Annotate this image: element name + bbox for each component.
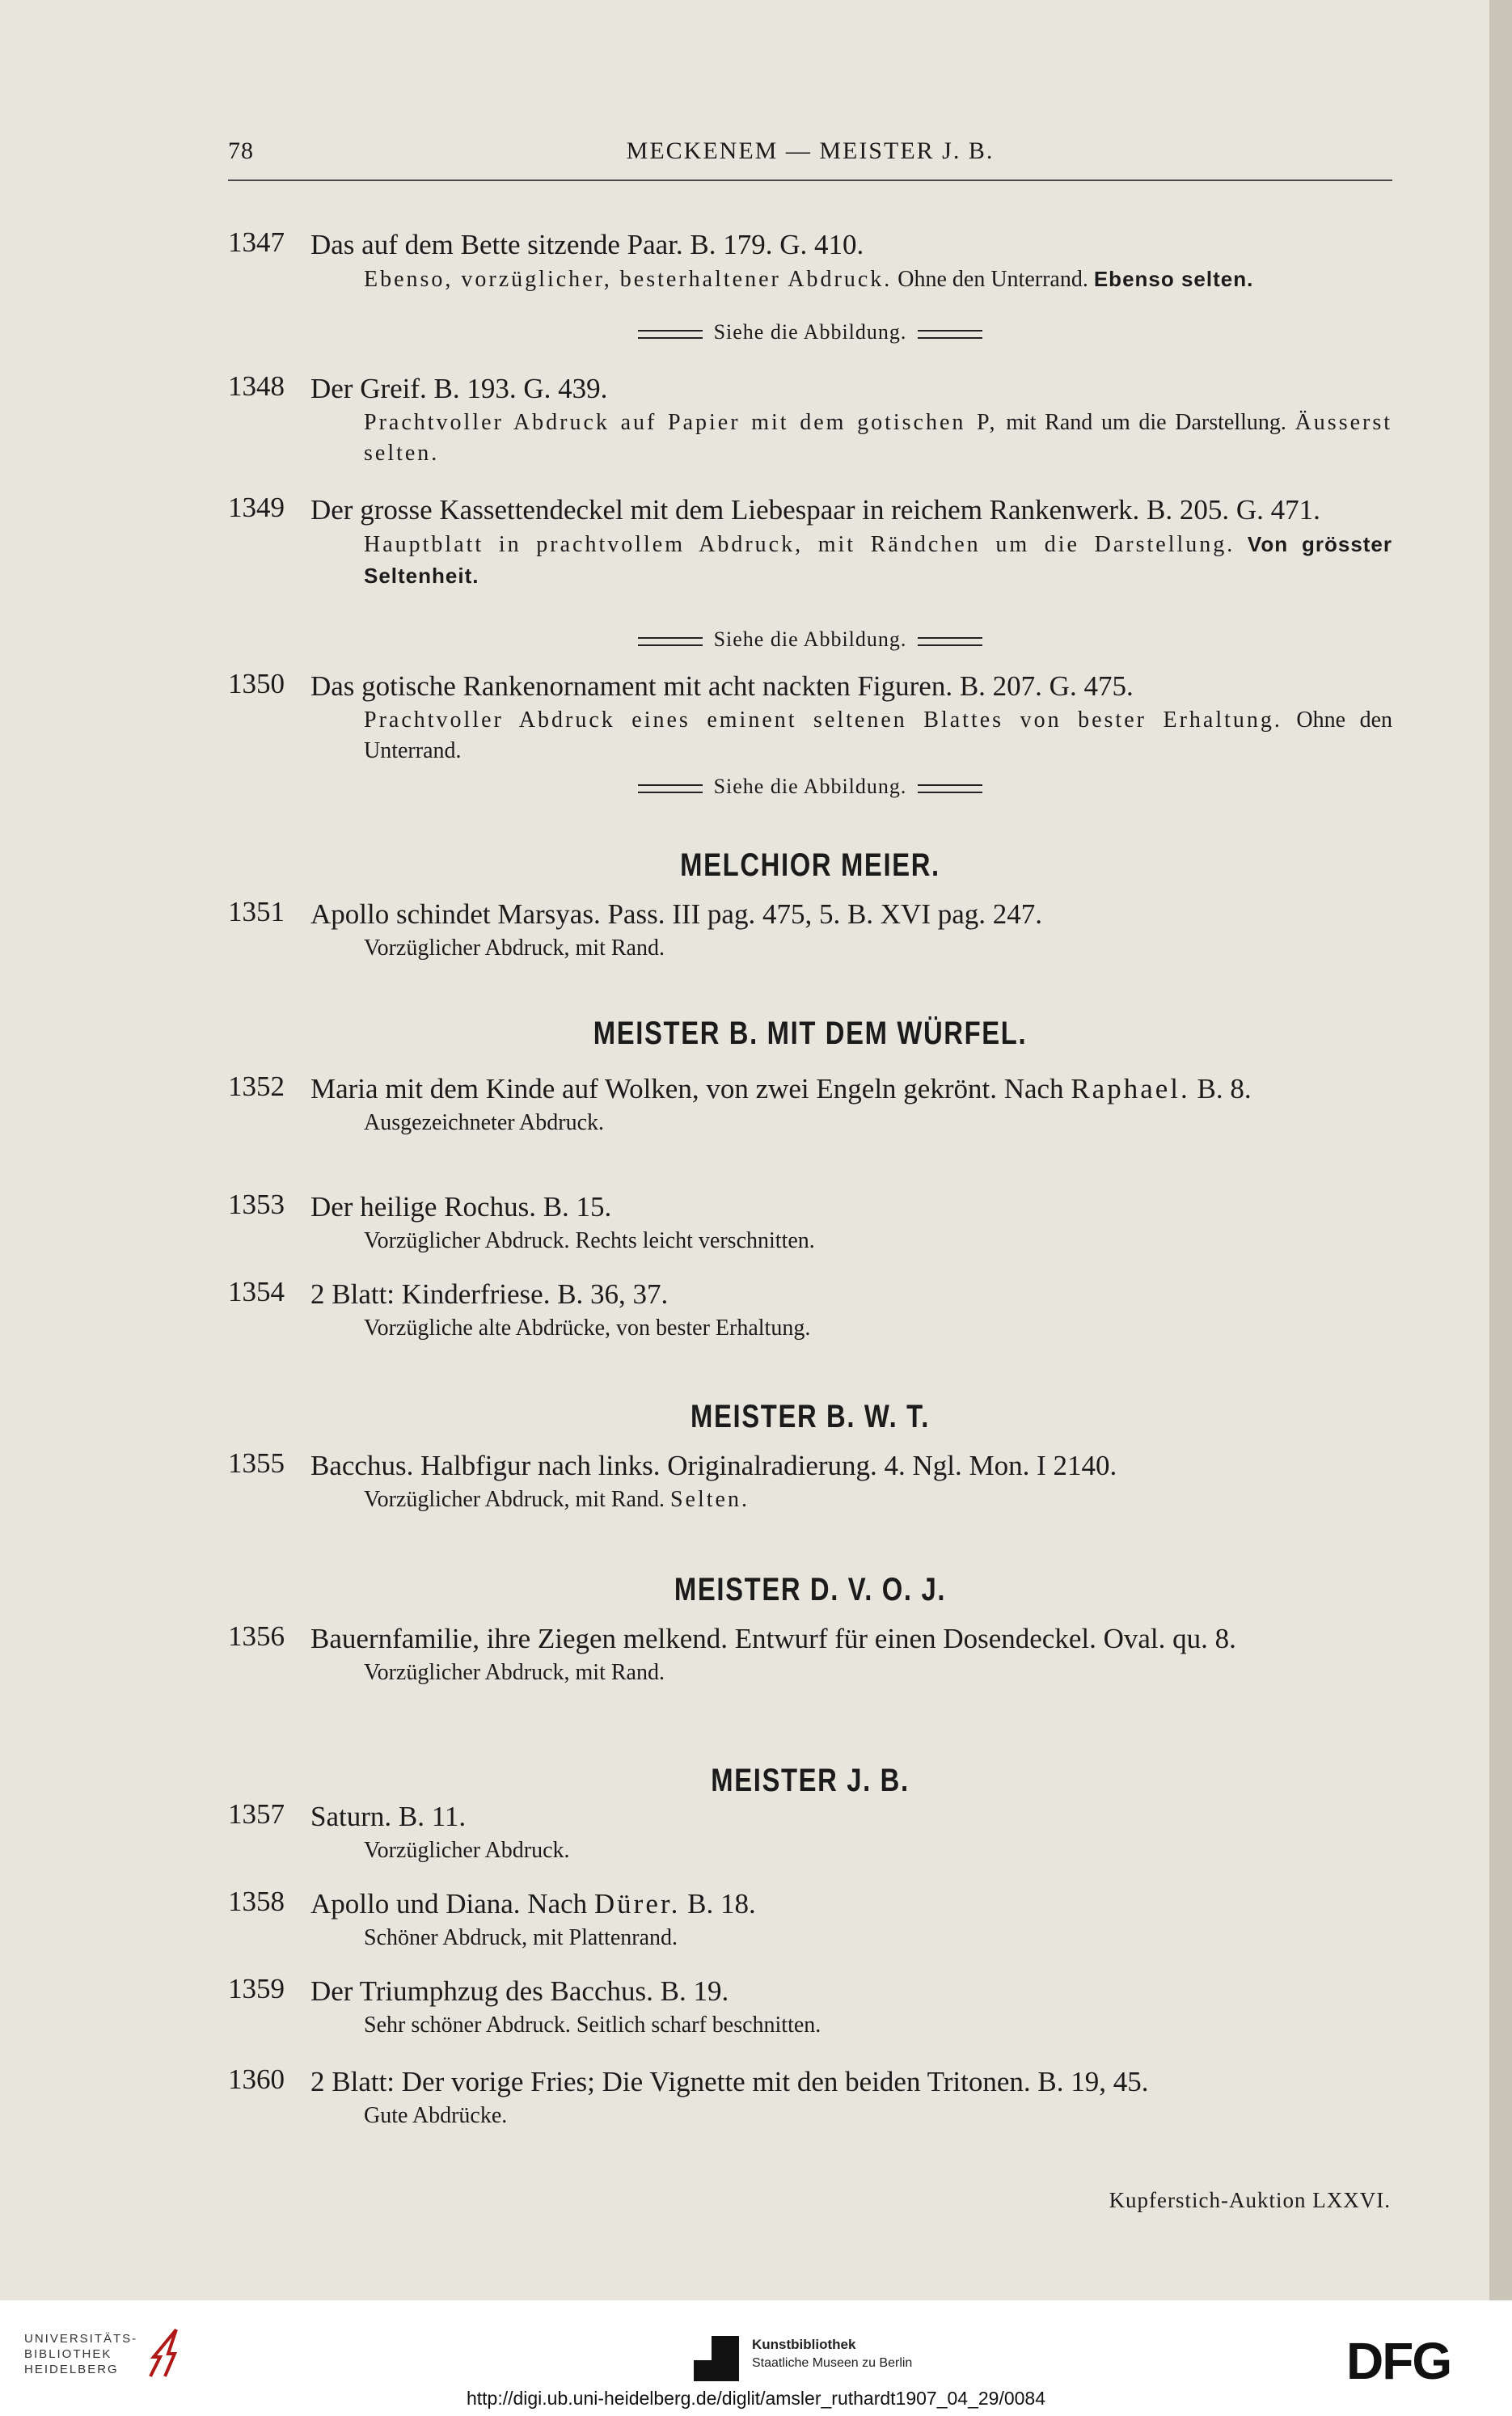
title-text: Maria mit dem Kinde auf Wolken, von zwei Engeln gekrönt. Nach (310, 1073, 1071, 1105)
uni-line: BIBLIOTHEK (24, 2347, 112, 2361)
catalog-entry-1350 (228, 668, 1392, 767)
desc-text: Ohne den Unterrand. (897, 267, 1088, 292)
see-illustration-note (228, 627, 1392, 652)
catalog-entry-1349 (228, 492, 1392, 592)
double-rule-right (918, 637, 982, 646)
entry-description: Sehr schöner Abdruck. Seitlich scharf beschnitten. (364, 2013, 821, 2038)
desc-text: Vorzüglicher Abdruck, mit Rand. (364, 1487, 665, 1512)
entry-title: Das auf dem Bette sitzende Paar. B. 179. G. 410. (310, 229, 864, 260)
entry-title (310, 1071, 1392, 1108)
entry-number: 1357 (228, 1798, 285, 1830)
catalog-entry-1358 (228, 1886, 1392, 1953)
double-rule-right (918, 330, 982, 339)
running-header (228, 137, 1392, 170)
catalog-entry-1347 (228, 226, 1392, 295)
entry-description: Vorzüglicher Abdruck. (364, 1838, 570, 1863)
entry-title: Der heilige Rochus. B. 15. (310, 1191, 612, 1223)
artist-name: Raphael. (1071, 1073, 1190, 1105)
university-logo-icon (144, 2325, 184, 2381)
uni-line: HEIDELBERG (24, 2363, 119, 2376)
title-text: B. 8. (1189, 1073, 1252, 1105)
artist-name: Dürer. (593, 1888, 681, 1920)
entry-title: Saturn. B. 11. (310, 1801, 467, 1832)
entry-title: Der Greif. B. 193. G. 439. (310, 373, 608, 404)
kb-title: Kunstbibliothek (752, 2337, 856, 2352)
entry-number: 1358 (228, 1886, 285, 1917)
header-rule (228, 180, 1392, 181)
double-rule-left (638, 330, 703, 339)
section-heading: MELCHIOR MEIER. (680, 847, 940, 883)
entry-description (364, 408, 1392, 469)
entry-title: Das gotische Rankenornament mit acht nackten Figuren. B. 207. G. 475. (310, 670, 1134, 702)
uni-line: UNIVERSITÄTS- (24, 2332, 138, 2346)
header-title: MECKENEM — MEISTER J. B. (626, 137, 995, 164)
entry-title: Bacchus. Halbfigur nach links. Originalradierung. 4. Ngl. Mon. I 2140. (310, 1450, 1117, 1481)
see-illustration-text: Siehe die Abbildung. (713, 775, 907, 798)
entry-description: Vorzügliche alte Abdrücke, von bester Erhaltung. (364, 1316, 811, 1341)
digitization-bar (0, 2300, 1512, 2416)
entry-title: 2 Blatt: Kinderfriese. B. 36, 37. (310, 1278, 669, 1310)
entry-number: 1352 (228, 1071, 285, 1102)
entry-title: Der grosse Kassettendeckel mit dem Liebespaar in reichem Rankenwerk. B. 205. G. 471. (310, 494, 1320, 526)
permalink-url[interactable]: http://digi.ub.uni-heidelberg.de/diglit/amsler_ruthardt1907_04_29/0084 (466, 2388, 1046, 2409)
see-illustration-text: Siehe die Abbildung. (713, 627, 907, 651)
desc-text: Ebenso, vorzüglicher, besterhaltener Abdruck. (364, 267, 893, 292)
entry-number: 1349 (228, 492, 285, 523)
entry-title: Bauernfamilie, ihre Ziegen melkend. Entwurf für einen Dosendeckel. Oval. qu. 8. (310, 1623, 1236, 1654)
page-footer: Kupferstich-Auktion LXXVI. (1109, 2188, 1391, 2212)
university-library-label (24, 2331, 137, 2377)
page-number: 78 (228, 137, 254, 164)
title-text: Apollo und Diana. Nach (310, 1888, 594, 1920)
desc-text: Prachtvoller Abdruck eines eminent seltenen Blattes von bester Erhaltung. (364, 707, 1282, 733)
kunstbibliothek-logo-icon (694, 2336, 739, 2381)
double-rule-left (638, 637, 703, 646)
catalog-entry-1354 (228, 1276, 1392, 1344)
section-heading: MEISTER D. V. O. J. (674, 1572, 947, 1607)
double-rule-right (918, 784, 982, 793)
entry-description (364, 264, 1392, 295)
entry-description: Gute Abdrücke. (364, 2103, 508, 2128)
entry-number: 1350 (228, 668, 285, 699)
desc-text: Prachtvoller Abdruck auf Papier mit dem gotischen P, (364, 410, 998, 435)
entry-description (364, 705, 1392, 767)
entry-description: Vorzüglicher Abdruck. Rechts leicht verschnitten. (364, 1228, 815, 1253)
entry-number: 1359 (228, 1973, 285, 2004)
section-heading: MEISTER B. MIT DEM WÜRFEL. (593, 1016, 1028, 1051)
entry-number: 1355 (228, 1447, 285, 1479)
catalog-entry-1351 (228, 896, 1392, 964)
rarity-note: Äusserst selten. (364, 410, 1393, 466)
kunstbibliothek-label (752, 2336, 912, 2372)
catalog-entry-1348 (228, 370, 1392, 469)
catalog-entry-1352 (228, 1071, 1392, 1138)
entry-number: 1348 (228, 370, 285, 402)
entry-number: 1353 (228, 1189, 285, 1220)
section-heading: MEISTER B. W. T. (691, 1399, 930, 1434)
entry-title: Apollo schindet Marsyas. Pass. III pag. 475, 5. B. XVI pag. 247. (310, 898, 1043, 930)
desc-text: Hauptblatt in prachtvollem Abdruck, mit Rändchen um die Darstellung. (364, 532, 1235, 557)
see-illustration-note (228, 320, 1392, 344)
see-illustration-text: Siehe die Abbildung. (713, 320, 907, 344)
rarity-note: Ebenso selten. (1093, 267, 1254, 291)
catalog-entry-1360 (228, 2063, 1392, 2131)
entry-description: Vorzüglicher Abdruck, mit Rand. (364, 936, 665, 961)
rarity-note: Selten. (669, 1487, 750, 1512)
page-edge (1489, 0, 1512, 2300)
entry-description: Schöner Abdruck, mit Plattenrand. (364, 1925, 678, 1950)
desc-text: mit Rand um die Darstellung. (1006, 410, 1286, 435)
see-illustration-note (228, 775, 1392, 799)
entry-title: 2 Blatt: Der vorige Fries; Die Vignette mit den beiden Tritonen. B. 19, 45. (310, 2066, 1149, 2097)
entry-title: Der Triumphzug des Bacchus. B. 19. (310, 1975, 729, 2007)
entry-description (364, 529, 1392, 592)
entry-number: 1356 (228, 1620, 285, 1652)
entry-title (310, 1886, 1392, 1923)
section-heading: MEISTER J. B. (711, 1763, 910, 1798)
catalog-entry-1357 (228, 1798, 1392, 1866)
desc-text: Ohne den Unterrand. (364, 707, 1392, 763)
entry-description (364, 1485, 1392, 1515)
kb-subtitle: Staatliche Museen zu Berlin (752, 2356, 913, 2370)
entry-description: Ausgezeichneter Abdruck. (364, 1110, 604, 1135)
catalog-entry-1355 (228, 1447, 1392, 1515)
entry-number: 1347 (228, 226, 285, 258)
entry-number: 1351 (228, 896, 285, 927)
catalog-entry-1359 (228, 1973, 1392, 2041)
entry-number: 1360 (228, 2063, 285, 2095)
catalog-entry-1356 (228, 1620, 1392, 1688)
catalog-entry-1353 (228, 1189, 1392, 1257)
entry-description: Vorzüglicher Abdruck, mit Rand. (364, 1660, 665, 1685)
rarity-note: Von grösster Seltenheit. (364, 532, 1393, 588)
title-text: B. 18. (680, 1888, 756, 1920)
entry-number: 1354 (228, 1276, 285, 1307)
dfg-logo: DFG (1346, 2332, 1451, 2390)
double-rule-left (638, 784, 703, 793)
